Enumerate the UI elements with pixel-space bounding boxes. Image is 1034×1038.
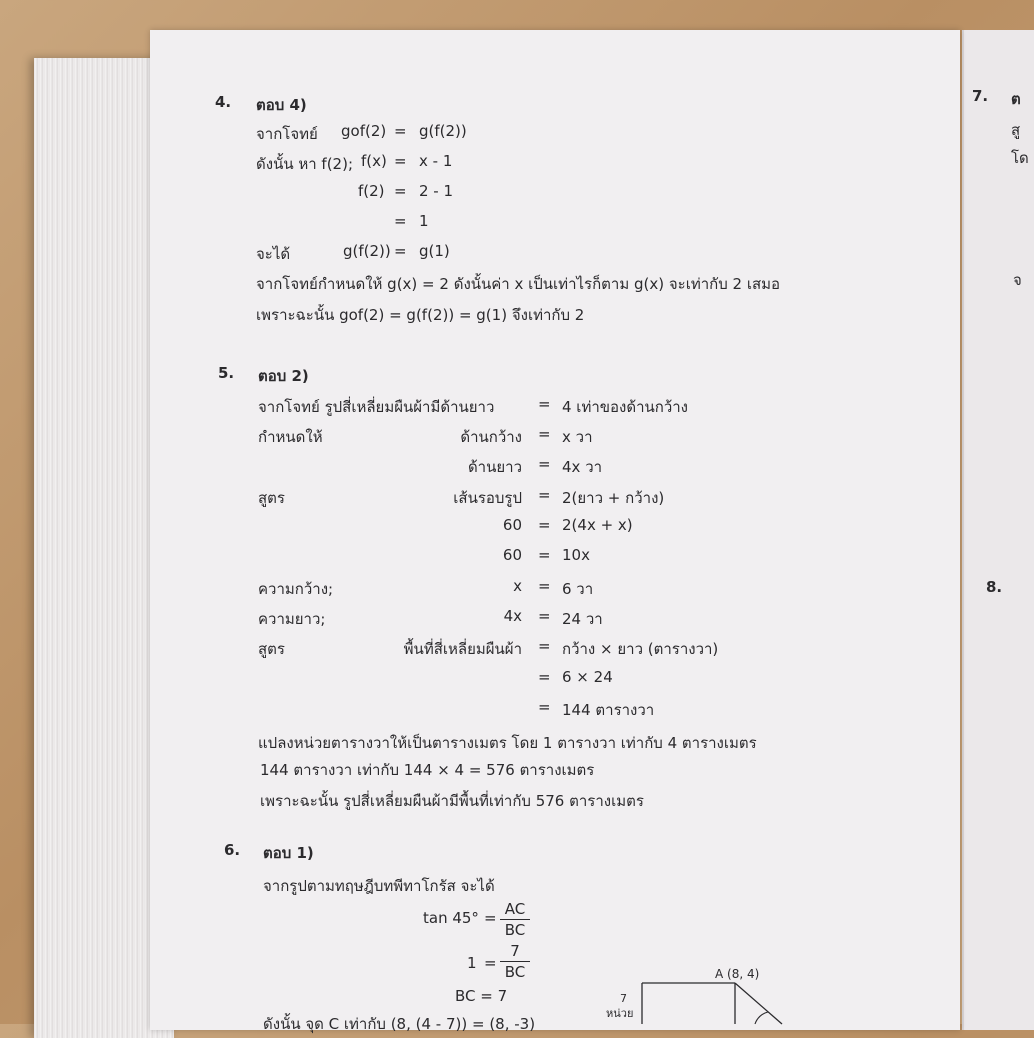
q6-tan-lhs: tan 45° — [423, 909, 479, 927]
facing-page — [962, 30, 1034, 1030]
q5-row-eq: = — [538, 516, 551, 534]
q6-last-line: ดังนั้น จุด C เท่ากับ (8, (4 - 7)) = (8, -3) — [263, 1015, 536, 1033]
q4-line4-rhs: 1 — [419, 212, 429, 230]
q4-line3-lhs: f(2) — [358, 182, 385, 200]
q5-row-eq: = — [538, 546, 551, 564]
q5-paragraph-2: 144 ตารางวา เท่ากับ 144 × 4 = 576 ตารางเมตร — [260, 761, 595, 779]
q5-row-rhs: 2(4x + x) — [562, 516, 633, 534]
q6-tan-denominator: BC — [504, 921, 526, 939]
q4-line5-lhs: g(f(2)) — [343, 242, 391, 260]
q8-number: 8. — [986, 578, 1003, 596]
q5-row-eq: = — [538, 455, 551, 473]
q6-number: 6. — [224, 841, 241, 859]
right-page-fragment: โด — [1011, 149, 1029, 167]
q5-row-label: ความยาว; — [258, 610, 326, 628]
figure-angle-arc — [755, 1012, 768, 1024]
q5-number: 5. — [218, 364, 235, 382]
q5-row-rhs: กว้าง × ยาว (ตารางวา) — [562, 640, 719, 658]
q5-paragraph-1: แปลงหน่วยตารางวาให้เป็นตารางเมตร โดย 1 ตารางวา เท่ากับ 4 ตารางเมตร — [258, 734, 757, 752]
q4-line3-eq: = — [394, 182, 407, 200]
q5-row-label: จากโจทย์ รูปสี่เหลี่ยมผืนผ้ามีด้านยาว — [258, 398, 495, 416]
right-page-fragment: สู — [1011, 121, 1021, 139]
q5-row-rhs: 144 ตารางวา — [562, 701, 655, 719]
q5-row-lhs: ด้านยาว — [467, 458, 522, 476]
q4-line5-rhs: g(1) — [419, 242, 450, 260]
q5-row-eq: = — [538, 425, 551, 443]
q5-answer: ตอบ 2) — [258, 367, 309, 385]
q4-line1-label: จากโจทย์ — [256, 125, 318, 143]
q6-one-denominator: BC — [504, 963, 526, 981]
q5-row-eq: = — [538, 486, 551, 504]
q7-number: 7. — [972, 87, 989, 105]
q6-tan-fraction — [500, 900, 530, 939]
q5-row-rhs: 6 วา — [562, 580, 594, 598]
q5-row-label: สูตร — [258, 489, 285, 507]
q4-line6: จากโจทย์กำหนดให้ g(x) = 2 ดังนั้นค่า x เป็นเท่าไรก็ตาม g(x) จะเท่ากับ 2 เสมอ — [256, 275, 781, 293]
q5-row-rhs: 6 × 24 — [562, 668, 613, 686]
q5-row-rhs: 24 วา — [562, 610, 603, 628]
q5-row-eq: = — [538, 607, 551, 625]
q6-one-lhs: 1 — [467, 954, 477, 972]
right-page-fragment: จ — [1013, 271, 1022, 289]
q4-line1-lhs: gof(2) — [341, 122, 387, 140]
q5-row-eq: = — [538, 668, 551, 686]
q6-bc: BC = 7 — [455, 987, 508, 1005]
q5-row-label: สูตร — [258, 640, 285, 658]
q5-row-rhs: x วา — [562, 428, 593, 446]
q4-answer: ตอบ 4) — [256, 96, 307, 114]
q4-line3-rhs: 2 - 1 — [419, 182, 454, 200]
q5-row-label: ความกว้าง; — [258, 580, 334, 598]
q4-line7: เพราะฉะนั้น gof(2) = g(f(2)) = g(1) จึงเท่ากับ 2 — [256, 306, 585, 324]
q5-row-rhs: 4 เท่าของด้านกว้าง — [562, 398, 689, 416]
q4-line2-rhs: x - 1 — [419, 152, 453, 170]
q4-line5-label: จะได้ — [256, 245, 291, 263]
q5-row-lhs: 4x — [503, 607, 522, 625]
q5-row-lhs: 60 — [502, 516, 522, 534]
q5-row-label: กำหนดให้ — [258, 428, 323, 446]
q6-tan-eq: = — [484, 909, 497, 927]
q5-row-rhs: 2(ยาว + กว้าง) — [562, 489, 665, 507]
q5-row-lhs: 60 — [502, 546, 522, 564]
q5-row-lhs: พื้นที่สี่เหลี่ยมผืนผ้า — [403, 640, 522, 658]
q4-line1-eq: = — [394, 122, 407, 140]
q6-one-fraction — [500, 942, 530, 981]
q5-paragraph-3: เพราะฉะนั้น รูปสี่เหลี่ยมผืนผ้ามีพื้นที่เท่ากับ 576 ตารางเมตร — [260, 792, 644, 810]
q5-row-lhs: เส้นรอบรูป — [453, 489, 522, 507]
figure-side-number: 7 — [620, 992, 627, 1005]
q5-row-eq: = — [538, 395, 551, 413]
q5-row-eq: = — [538, 698, 551, 716]
q4-line2-label: ดังนั้น หา f(2); — [256, 155, 354, 173]
q5-row-eq: = — [538, 637, 551, 655]
q6-one-numerator: 7 — [510, 942, 520, 960]
q5-row-lhs: ด้านกว้าง — [460, 428, 522, 446]
q7-fragment: ต — [1011, 90, 1021, 108]
q5-row-rhs: 4x วา — [562, 458, 603, 476]
q6-answer: ตอบ 1) — [263, 844, 314, 862]
q6-line1: จากรูปตามทฤษฎีบทพีทาโกรัส จะได้ — [263, 877, 495, 895]
fraction-bar — [500, 961, 530, 962]
q4-line1-rhs: g(f(2)) — [419, 122, 467, 140]
q4-line4-eq: = — [394, 212, 407, 230]
figure-side-unit: หน่วย — [606, 1007, 634, 1020]
q4-number: 4. — [215, 93, 232, 111]
figure-point-a-label: A (8, 4) — [715, 967, 760, 981]
q4-line2-lhs: f(x) — [361, 152, 387, 170]
q6-figure — [600, 960, 800, 1024]
q4-line2-eq: = — [394, 152, 407, 170]
q4-line5-eq: = — [394, 242, 407, 260]
q6-tan-numerator: AC — [504, 900, 526, 918]
q5-row-eq: = — [538, 577, 551, 595]
q5-row-rhs: 10x — [562, 546, 590, 564]
q6-one-eq: = — [484, 954, 497, 972]
fraction-bar — [500, 919, 530, 920]
q5-row-lhs: x — [513, 577, 522, 595]
